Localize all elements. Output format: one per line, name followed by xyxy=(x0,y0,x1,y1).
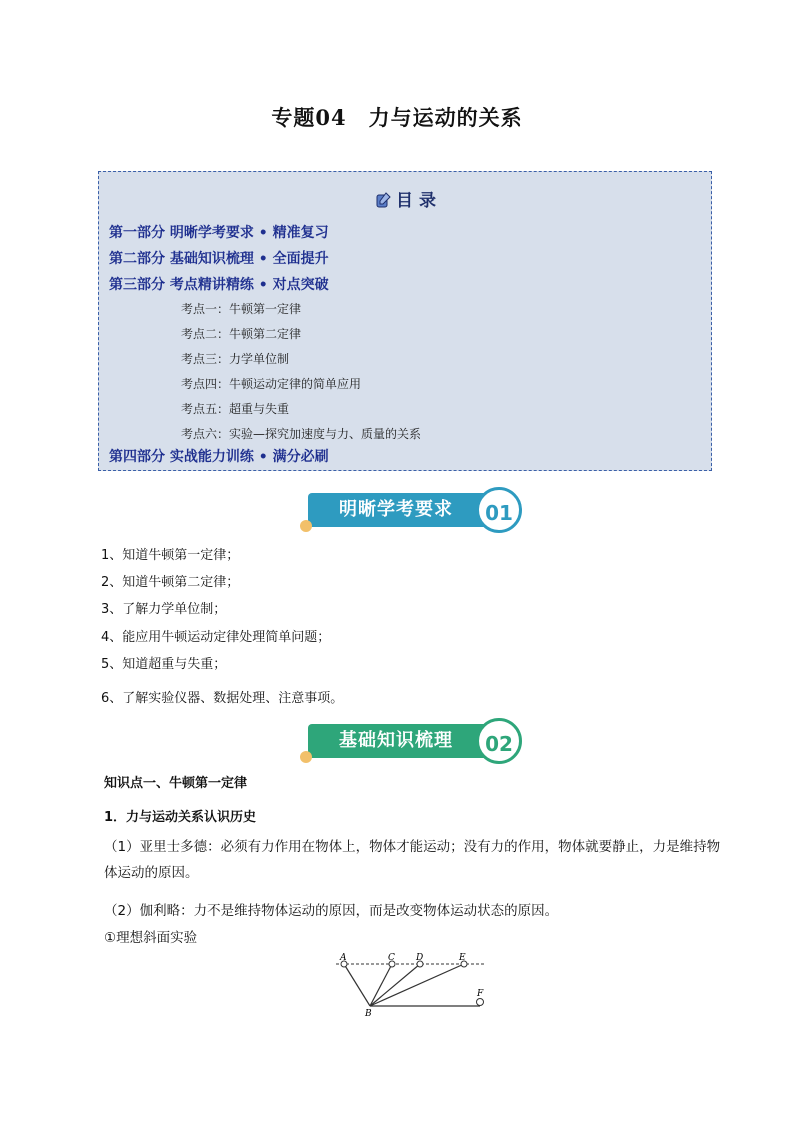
slope-ab xyxy=(344,964,370,1006)
toc-sub-5[interactable]: 考点五：超重与失重 xyxy=(181,402,290,416)
table-of-contents xyxy=(98,171,712,471)
requirement-item: 5、知道超重与失重； xyxy=(101,657,227,672)
slope-bc xyxy=(370,964,392,1006)
inclined-plane-figure xyxy=(330,950,490,1020)
banner-number: 01 xyxy=(476,487,522,533)
banner-dot xyxy=(300,751,312,763)
label-c: C xyxy=(388,953,395,963)
knowledge-point-heading: 知识点一、牛顿第一定律 xyxy=(104,776,248,791)
pen-icon xyxy=(374,191,392,209)
section-banner-1 xyxy=(300,487,520,533)
label-f: F xyxy=(477,989,484,999)
page-title: 专题04 力与运动的关系 xyxy=(271,105,523,130)
requirement-item: 4、能应用牛顿运动定律处理简单问题； xyxy=(101,630,331,645)
label-a: A xyxy=(340,953,347,963)
section-banner-2 xyxy=(300,718,520,764)
label-b: B xyxy=(365,1009,372,1019)
toc-part-2[interactable]: 第二部分 基础知识梳理 • 全面提升 xyxy=(109,251,329,267)
toc-heading xyxy=(99,186,711,211)
toc-part-4[interactable]: 第四部分 实战能力训练 • 满分必刷 xyxy=(109,449,329,465)
toc-sub-1[interactable]: 考点一：牛顿第一定律 xyxy=(181,302,302,316)
toc-sub-6[interactable]: 考点六：实验—探究加速度与力、质量的关系 xyxy=(181,427,422,441)
banner-number: 02 xyxy=(476,718,522,764)
toc-heading-text: 目 录 xyxy=(396,191,436,211)
toc-sub-2[interactable]: 考点二：牛顿第二定律 xyxy=(181,327,302,341)
slope-be xyxy=(370,964,464,1006)
toc-sub-4[interactable]: 考点四：牛顿运动定律的简单应用 xyxy=(181,377,362,391)
toc-part-1[interactable]: 第一部分 明晰学考要求 • 精准复习 xyxy=(109,225,329,241)
requirement-item: 1、知道牛顿第一定律； xyxy=(101,548,240,563)
experiment-label: ①理想斜面实验 xyxy=(104,930,198,946)
requirement-item: 3、了解力学单位制； xyxy=(101,602,227,617)
toc-part-3[interactable]: 第三部分 考点精讲精练 • 对点突破 xyxy=(109,277,329,293)
ball-f xyxy=(477,999,484,1006)
label-d: D xyxy=(416,953,424,963)
banner-label: 明晰学考要求 xyxy=(308,493,484,527)
requirement-item: 6、了解实验仪器、数据处理、注意事项。 xyxy=(101,691,344,706)
section-heading: 1．力与运动关系认识历史 xyxy=(104,810,257,825)
requirement-item: 2、知道牛顿第二定律； xyxy=(101,575,240,590)
paragraph-galileo: （2）伽利略：力不是维持物体运动的原因，而是改变物体运动状态的原因。 xyxy=(104,903,559,919)
paragraph-aristotle: （1）亚里士多德：必须有力作用在物体上，物体才能运动；没有力的作用，物体就要静止，力是维持物体运动的原因。 xyxy=(104,839,721,881)
label-e: E xyxy=(459,953,466,963)
slope-bd xyxy=(370,964,420,1006)
banner-label: 基础知识梳理 xyxy=(308,724,484,758)
banner-dot xyxy=(300,520,312,532)
toc-sub-3[interactable]: 考点三：力学单位制 xyxy=(181,352,290,366)
